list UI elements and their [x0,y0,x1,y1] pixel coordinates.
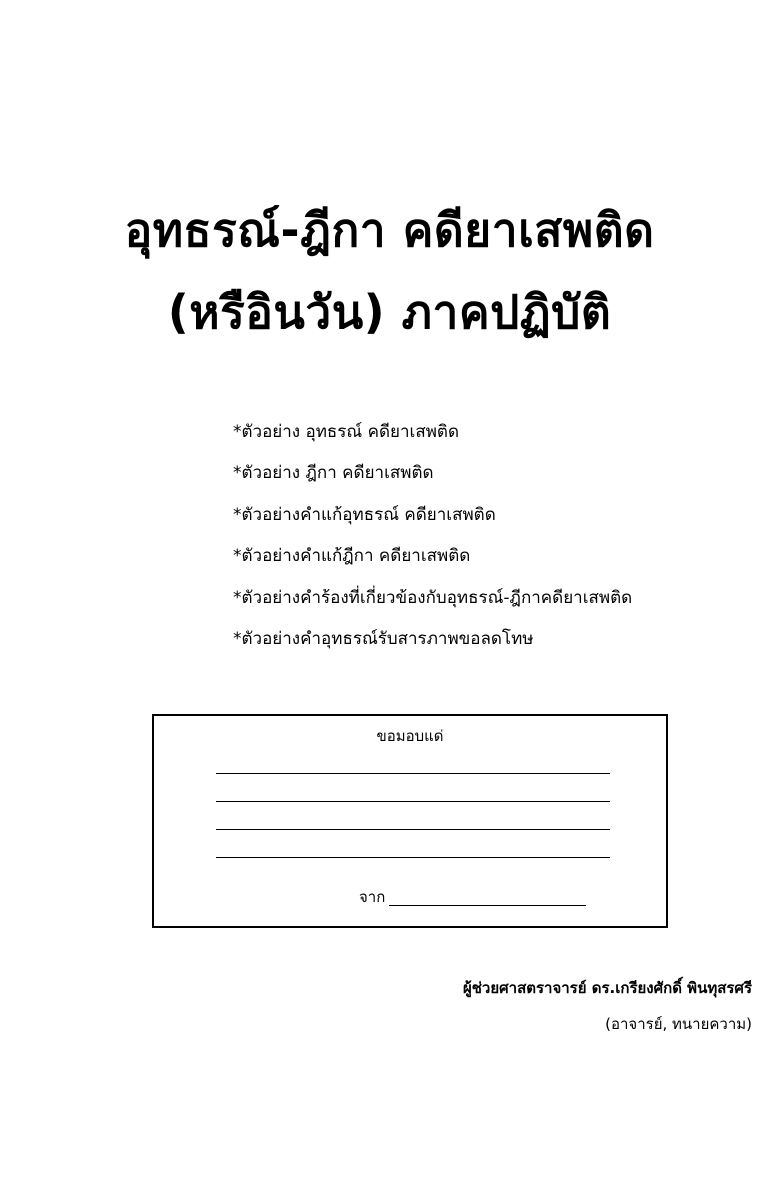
blank-line [216,829,610,830]
contents-item: *ตัวอย่าง ฎีกา คดียาเสพติด [233,463,434,484]
contents-item: *ตัวอย่างคำอุทธรณ์รับสารภาพขอลดโทษ [233,629,534,650]
contents-item: *ตัวอย่าง อุทธรณ์ คดียาเสพติด [233,422,459,442]
blank-line [216,857,610,858]
contents-item: *ตัวอย่างคำร้องที่เกี่ยวข้องกับอุทธรณ์-ฎีกาคดียาเสพติด [233,587,633,608]
from-label: จาก [359,888,386,906]
dedication-box [152,714,668,928]
contents-item: *ตัวอย่างคำแก้ฎีกา คดียาเสพติด [233,546,471,567]
author-name: ผู้ช่วยศาสตราจารย์ ดร.เกรียงศักดิ์ พินทุสรศรี [462,979,752,997]
blank-line [216,801,610,802]
dedication-heading: ขอมอบแด่ [376,727,444,745]
contents-list [233,412,632,660]
blank-line [216,773,610,774]
title-line-2: (หรือินวัน) ภาคปฏิบัติ [167,285,612,339]
from-blank-line [389,905,586,906]
contents-item: *ตัวอย่างคำแก้อุทธรณ์ คดียาเสพติด [233,504,496,525]
author-role: (อาจารย์, ทนายความ) [605,1015,752,1033]
title-line-1: อุทธรณ์-ฎีกา คดียาเสพติด [124,203,655,257]
